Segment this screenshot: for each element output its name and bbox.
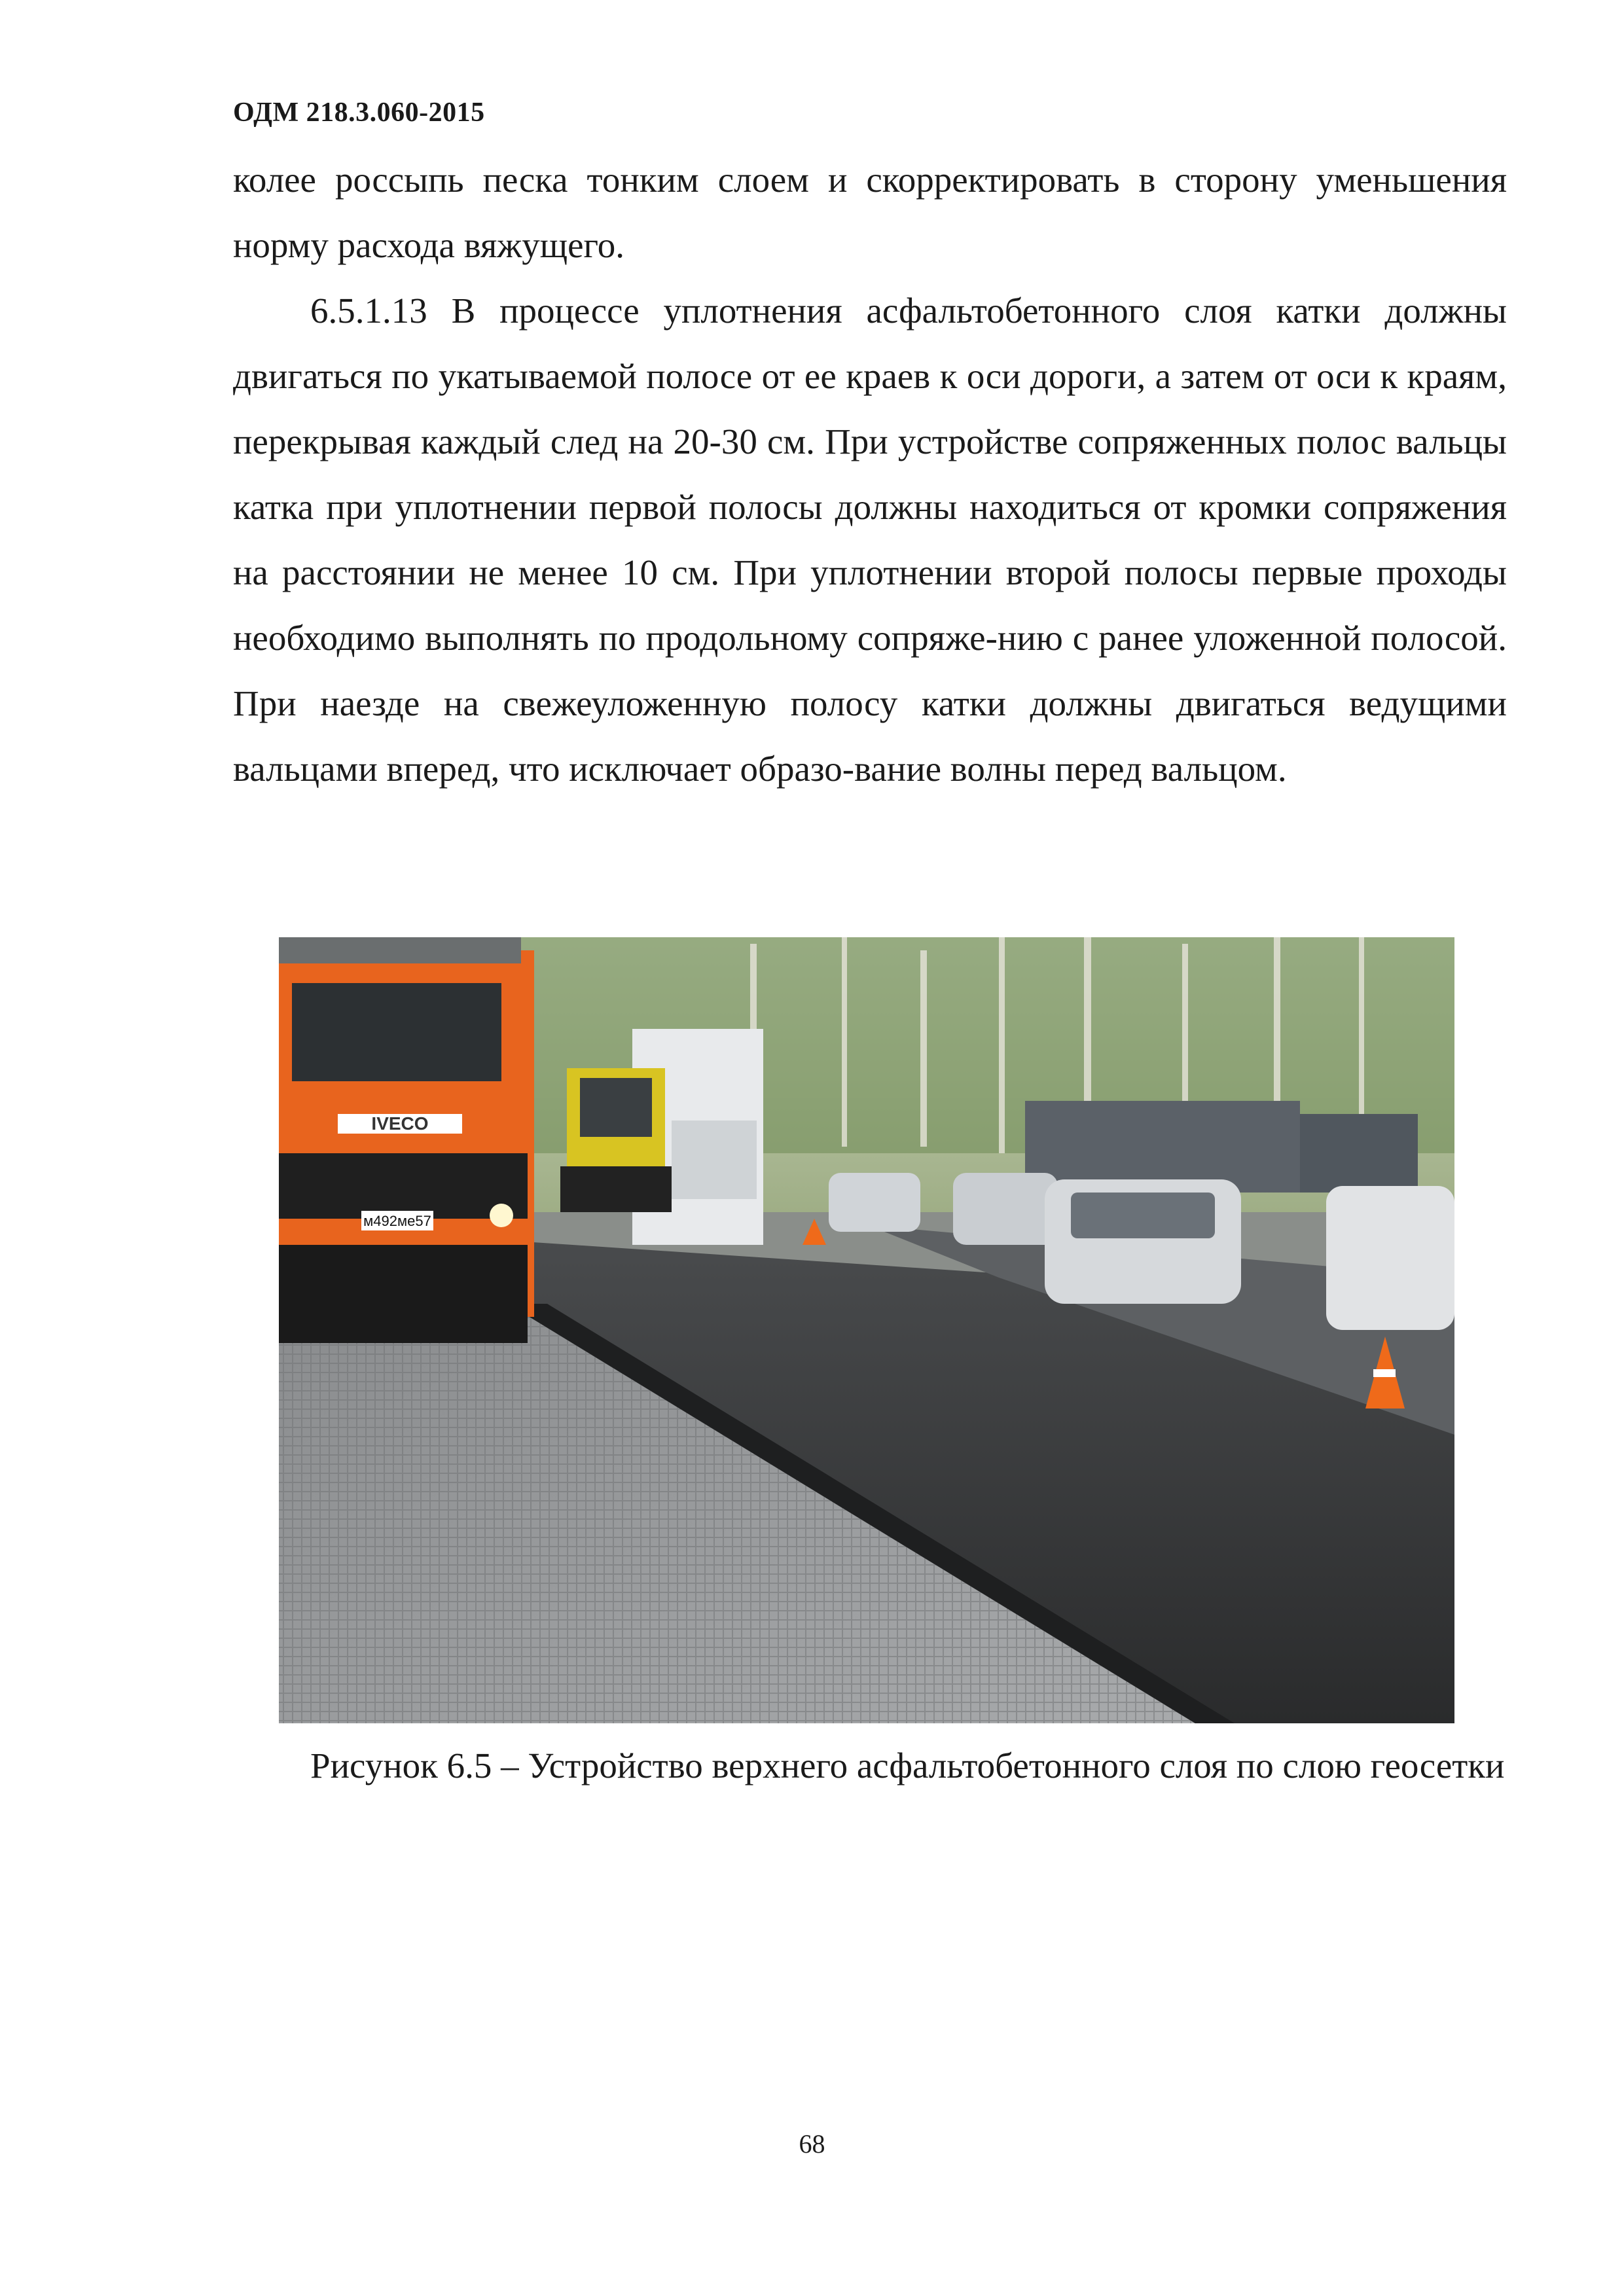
document-code-header: ОДМ 218.3.060-2015: [233, 98, 485, 128]
road-paving-photo: [279, 937, 1454, 1723]
truck-plate: м492ме57: [363, 1213, 431, 1229]
page-number: 68: [799, 2129, 825, 2159]
truck-brand-label: IVECO: [371, 1113, 429, 1134]
paragraph-6-5-1-13: 6.5.1.13 В процессе уплотнения асфальтобетонного слоя катки должны двигаться по укатываемой полосе от ее краев к оси дороги, а затем от оси к краям, перекрывая каждый след на 20-30 см. При устройстве сопряженных полос вальцы катка при уплотнении первой полосы должны находиться от кромки сопряжения на расстоянии не менее 10 см. При уплотнении второй полосы первые проходы необходимо выполнять по продольному сопряже-нию с ранее уложенной полосой. При наезде на свежеуложенную полосу катки должны двигаться ведущими вальцами вперед, что исключает образо-вание волны перед вальцом.: [233, 291, 1507, 789]
figure-caption: Рисунок 6.5 – Устройство верхнего асфальтобетонного слоя по слою геосетки: [310, 1746, 1505, 1785]
body-text: [233, 147, 1507, 802]
paragraph-continued: колее россыпь песка тонким слоем и скорректировать в сторону уменьшения норму расхода вяжущего.: [233, 160, 1507, 265]
